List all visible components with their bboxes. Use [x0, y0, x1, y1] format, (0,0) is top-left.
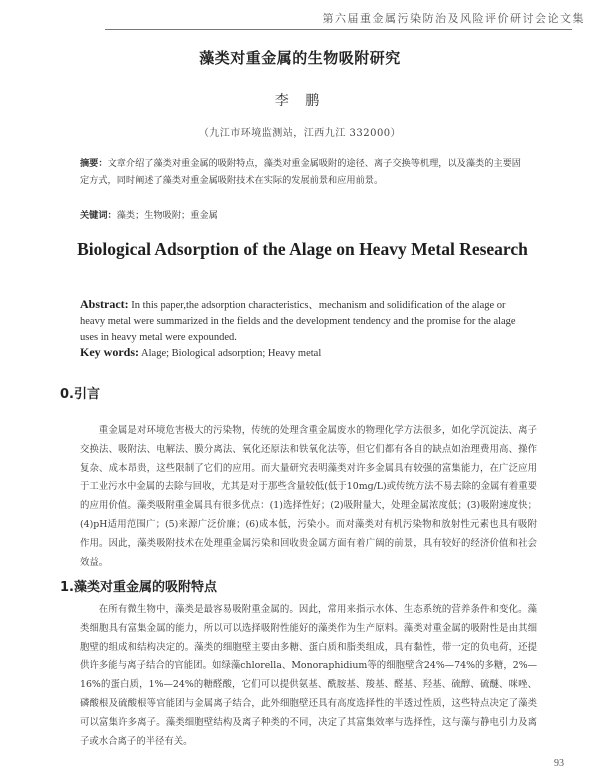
page-number: 93 — [554, 758, 564, 769]
keywords-chinese-label: 关键词： — [80, 210, 117, 221]
abstract-chinese-text: 文章介绍了藻类对重金属的吸附特点，藻类对重金属吸附的途径、离子交换等机理，以及藻类的主要固定方式，同时阐述了藻类对重金属吸附技术在实际的发展前景和应用前景。 — [80, 158, 521, 186]
author-affiliation: （九江市环境监测站，江西九江 332000） — [198, 128, 402, 139]
section-paragraph-adsorption: 在所有微生物中，藻类是最容易吸附重金属的。因此，常用来指示水体、生态系统的营养条件和变化。藻类细胞具有富集金属的能力，所以可以选择吸附性能好的藻类作为生产原料。藻类对重金属的吸附性是由其细胞壁的组成和结构决定的。藻类的细胞壁主要由多糖、蛋白质和脂类组成，具有黏性，带一定的负电荷，还提供许多能与离子结合的官能团。如绿藻chlorella、Monoraphidium等的细胞壁含24%—74%的多糖，2%—16%的蛋白质，1%—24%的糖醛酸，它们可以提供氨基、酰胺基、羧基、醛基、羟基、硫醇、硫醚、咪唑、磷酸根及硫酸根等官能团与金属离子结合，此外细胞壁还具有高度选择性的半透过性质，这些特点决定了藻类可以富集许多离子。藻类细胞壁结构及离子种类的不同，决定了其富集效率与选择性，这与藻与静电引力及离子或水合离子的半径有关。 — [80, 604, 537, 747]
title-english: Biological Adsorption of the Alage on Heavy Metal Research — [77, 239, 528, 259]
abstract-english-text: In this paper,the adsorption characteristics、mechanism and solidification of the alage or heavy metal were summarized in the fields and the development tendency and the promise for the alage uses in heavy metal were expounded. — [80, 300, 516, 343]
abstract-english-label: Abstract: — [80, 297, 129, 311]
keywords-chinese — [80, 207, 525, 221]
keywords-english-text: Alage; Biological adsorption; Heavy metal — [141, 348, 322, 359]
header-rule — [105, 29, 572, 30]
running-header: 第六届重金属污染防治及风险评价研讨会论文集 — [322, 12, 585, 25]
abstract-chinese — [80, 155, 525, 189]
abstract-chinese-label: 摘要： — [80, 158, 108, 169]
title-chinese: 藻类对重金属的生物吸附研究 — [199, 49, 401, 67]
section-heading-adsorption: 1.藻类对重金属的吸附特点 — [60, 580, 217, 595]
keywords-chinese-text: 藻类；生物吸附；重金属 — [116, 210, 218, 221]
abstract-english — [80, 296, 530, 346]
section-heading-introduction: 0.引言 — [60, 387, 100, 402]
keywords-english — [80, 345, 530, 360]
keywords-english-label: Key words: — [80, 345, 139, 359]
author-name: 李 鹏 — [274, 93, 326, 109]
section-paragraph-introduction: 重金属是对环境危害极大的污染物，传统的处理含重金属废水的物理化学方法很多，如化学沉淀法、离子交换法、吸附法、电解法、膜分离法、氧化还原法和铁氧化法等，但它们都有各自的缺点如治理费用高、操作复杂、成本昂贵，这些限制了它们的应用。而大量研究表明藻类对许多金属具有较强的富集能力，在广泛应用于工业污水中金属的去除与回收，尤其是对于那些含量较低(低于10mg/L)或传统方法不易去除的金属有着重要的应用价值。藻类吸附重金属具有很多优点：(1)选择性好；(2)吸附量大，处理金属浓度低；(3)吸附速度快；(4)pH适用范围广；(5)来源广泛价廉；(6)成本低，污染小。而对藻类对有机污染物和放射性元素也具有吸附作用。因此，藻类吸附技术在处理重金属污染和回收贵金属方面有着广阔的前景，具有较好的经济价值和社会效益。 — [80, 425, 537, 568]
